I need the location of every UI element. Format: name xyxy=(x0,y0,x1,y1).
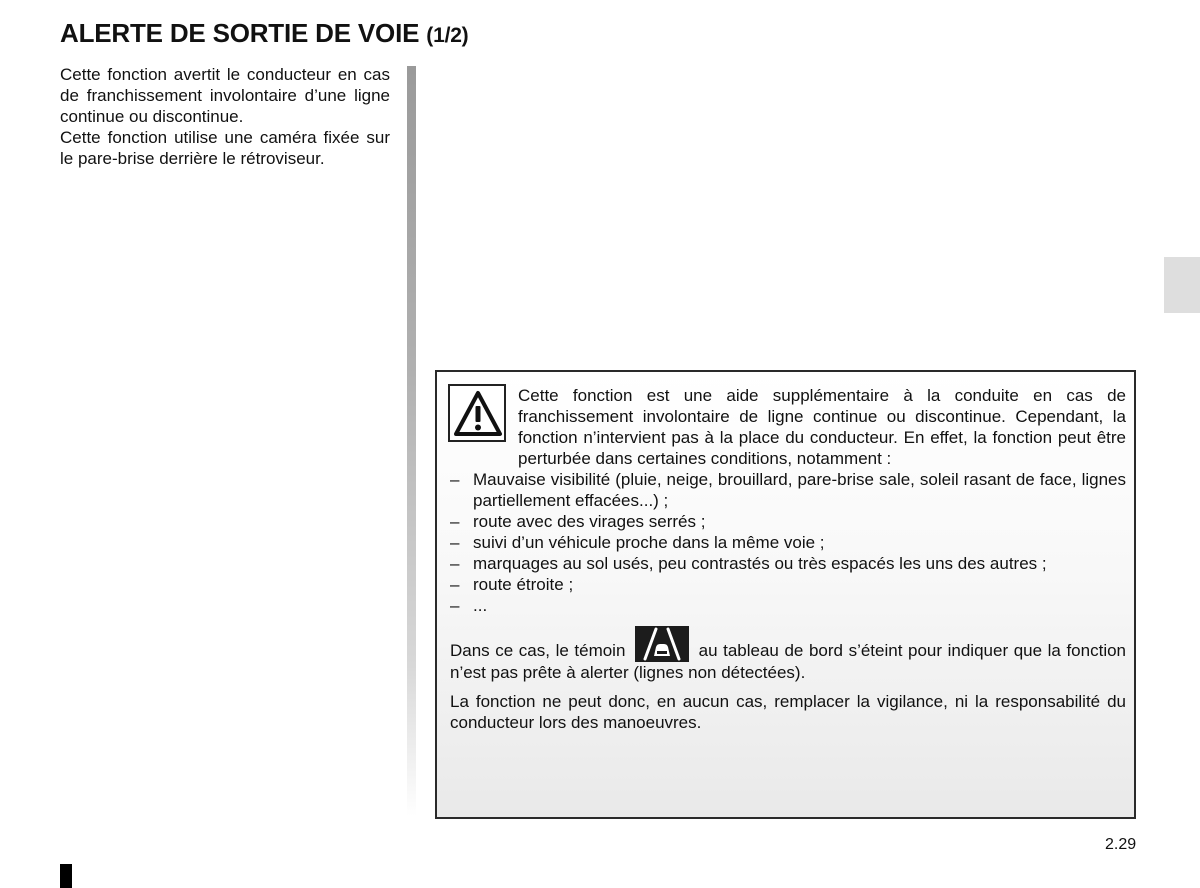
list-item xyxy=(450,511,1126,532)
indicator-text-before: Dans ce cas, le témoin xyxy=(450,641,626,660)
intro-paragraph-2: Cette fonction utilise une caméra fixée sur le pare-brise derrière le rétroviseur. xyxy=(60,128,390,168)
list-item xyxy=(450,553,1126,574)
lane-departure-indicator-icon xyxy=(635,626,689,662)
corner-mark xyxy=(60,864,72,888)
list-dash: – xyxy=(450,533,460,552)
indicator-text-after: au tableau de bord s’éteint pour indiquer que la fonction n’est pas prête à alerter (lignes non détectées). xyxy=(450,641,1127,682)
list-item-text: marquages au sol usés, peu contrastés ou très espacés les uns des autres ; xyxy=(473,554,1047,573)
list-item xyxy=(450,595,1126,616)
list-dash: – xyxy=(450,554,460,573)
intro-paragraph-1: Cette fonction avertit le conducteur en cas de franchissement involontaire d’une ligne continue ou discontinue. xyxy=(60,65,390,126)
list-dash: – xyxy=(450,575,460,594)
list-dash: – xyxy=(450,470,460,489)
conditions-list xyxy=(450,469,1126,616)
column-divider-bar xyxy=(407,66,416,816)
warning-triangle-icon xyxy=(448,384,506,442)
warning-intro: Cette fonction est une aide supplémentaire à la conduite en cas de franchissement involontaire de ligne continue ou discontinue. Cependant, la fonction n’intervient pas à la place du conducteur. En effet, la fonction peut être perturbée dans certaines conditions, notamment : xyxy=(518,386,1126,468)
list-item-text: route étroite ; xyxy=(473,575,574,594)
indicator-paragraph xyxy=(450,626,1126,683)
title-text: ALERTE DE SORTIE DE VOIE xyxy=(60,18,420,48)
list-item-text: Mauvaise visibilité (pluie, neige, brouillard, pare-brise sale, soleil rasant de face, lignes partiellement effacées...) ; xyxy=(473,470,1126,510)
list-item xyxy=(450,532,1126,553)
title-part: (1/2) xyxy=(426,24,469,47)
list-item xyxy=(450,469,1126,511)
page-number: 2.29 xyxy=(1105,836,1137,853)
vigilance-paragraph: La fonction ne peut donc, en aucun cas, remplacer la vigilance, ni la responsabilité du conducteur lors des manoeuvres. xyxy=(450,692,1126,732)
warning-box xyxy=(435,370,1136,819)
list-dash: – xyxy=(450,596,460,615)
list-item xyxy=(450,574,1126,595)
list-item-text: route avec des virages serrés ; xyxy=(473,512,706,531)
chapter-tab xyxy=(1164,257,1200,313)
list-item-text: suivi d’un véhicule proche dans la même voie ; xyxy=(473,533,825,552)
page-title xyxy=(60,18,468,49)
list-item-text: ... xyxy=(473,596,488,615)
list-dash: – xyxy=(450,512,460,531)
intro-column xyxy=(60,64,390,169)
